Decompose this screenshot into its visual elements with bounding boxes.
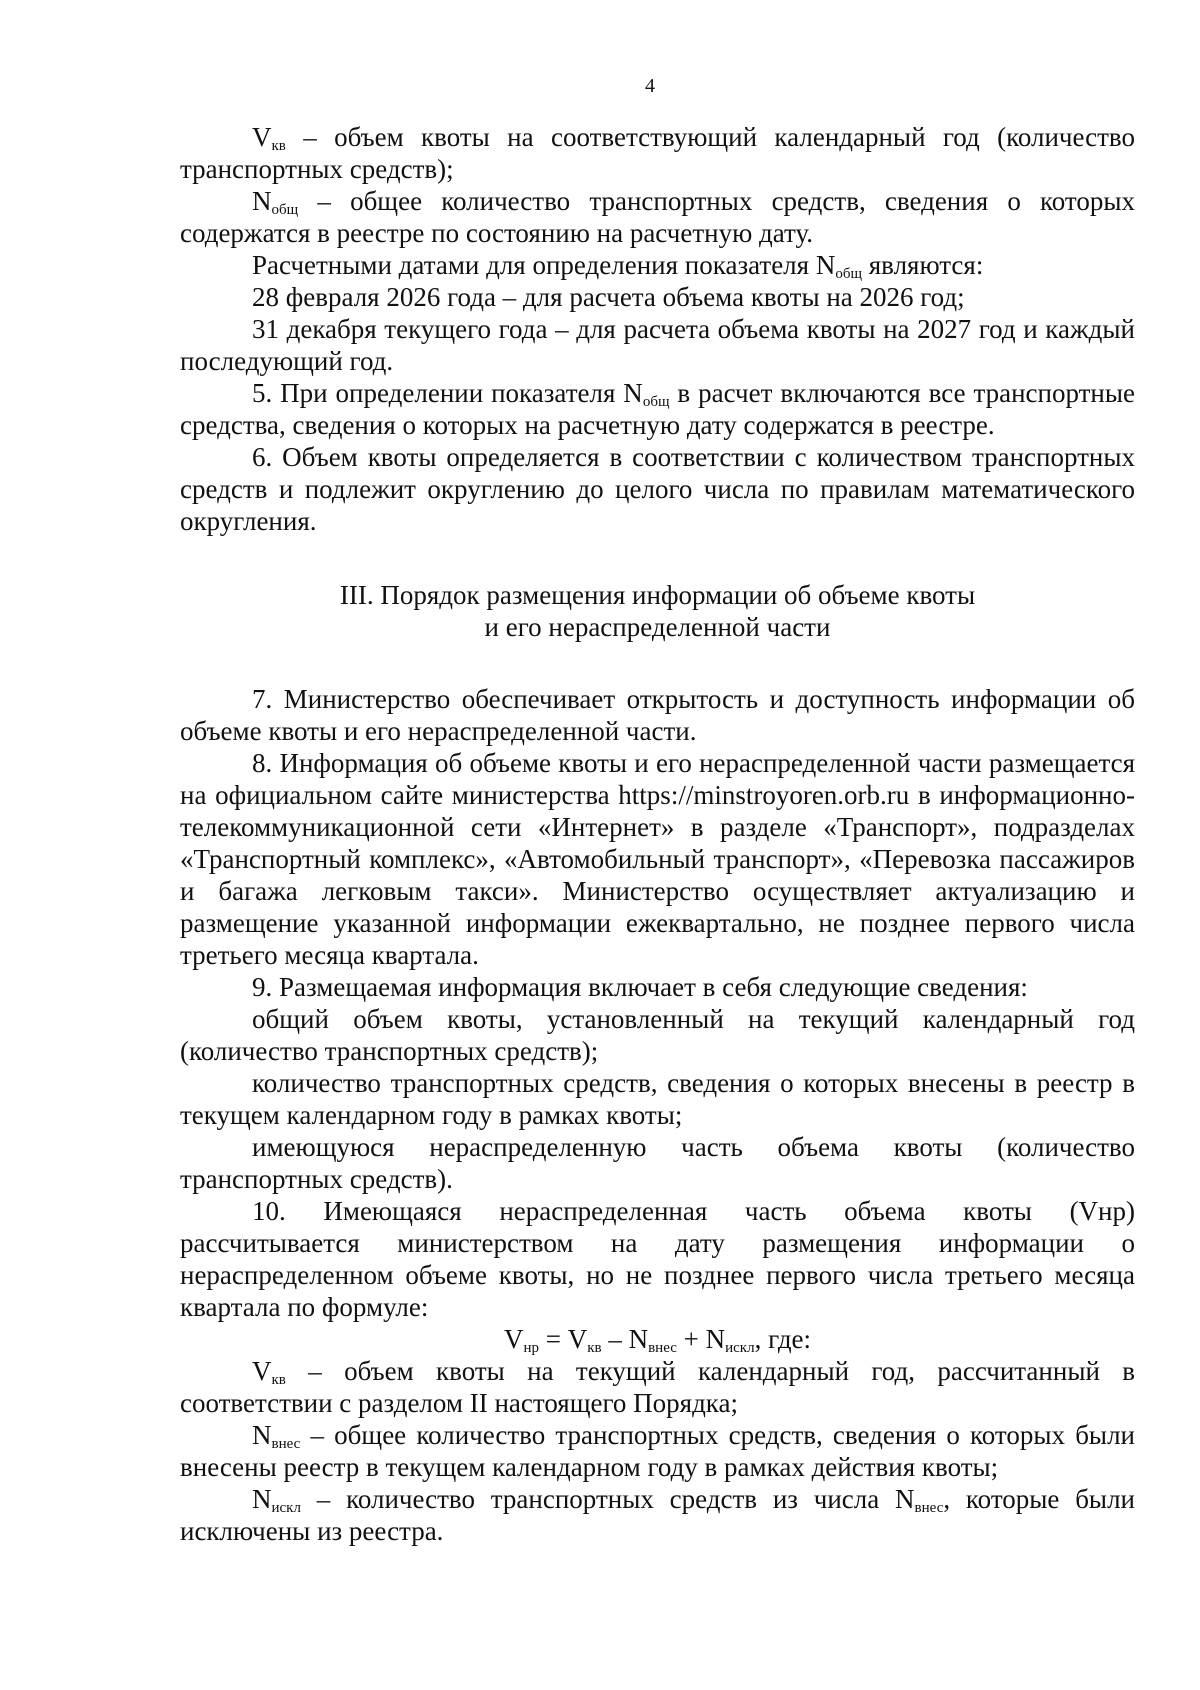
paragraph-text: – количество транспортных средств из числа N [300, 1484, 915, 1514]
paragraph-date-2027: 31 декабря текущего года – для расчета объема квоты на 2027 год и каждый последующий год. [180, 314, 1135, 376]
paragraph-item-5 [180, 377, 1135, 441]
paragraph-calc-dates [180, 249, 1135, 281]
paragraph-info-vehicles-count: количество транспортных средств, сведения о которых внесены в реестр в текущем календарном году в рамках квоты; [180, 1068, 1135, 1130]
operator: + [676, 1324, 706, 1354]
paragraph-vkv-definition [180, 121, 1135, 185]
subscript: внес [914, 1500, 944, 1516]
symbol: V [252, 122, 272, 152]
paragraph-item-7: 7. Министерство обеспечивает открытость и доступность информации об объеме квоты и его нераспределенной части. [180, 684, 1135, 746]
subscript: искл [271, 1500, 301, 1516]
subscript: внес [648, 1340, 677, 1356]
paragraph-text: – объем квоты на текущий календарный год, рассчитанный в соответствии с разделом II настоящего Порядка; [180, 1356, 1135, 1418]
paragraph-text: 5. При определении показателя N [252, 378, 643, 408]
subscript: общ [271, 202, 299, 218]
subscript: искл [725, 1340, 755, 1356]
symbol: N [252, 1484, 272, 1514]
paragraph-info-unallocated: имеющуюся нераспределенную часть объема квоты (количество транспортных средств). [180, 1132, 1135, 1194]
paragraph-date-2026: 28 февраля 2026 года – для расчета объема квоты на 2026 год; [252, 282, 965, 312]
document-body [180, 121, 1135, 1547]
page-number: 4 [645, 75, 655, 97]
paragraph-text: , которые были исключены из реестра. [180, 1484, 1135, 1546]
symbol: N [628, 1324, 649, 1354]
operator: – [601, 1324, 629, 1354]
subscript: общ [642, 394, 670, 410]
formula [180, 1323, 1135, 1355]
subscript: внес [271, 1436, 301, 1452]
subscript: кв [271, 1372, 286, 1388]
paragraph-item-10: 10. Имеющаяся нераспределенная часть объема квоты (Vнр) рассчитывается министерством на дату размещения информации о нераспределенном объеме квоты, но не позднее первого числа третьего месяца квартала по формуле: [180, 1196, 1135, 1322]
section-heading [180, 579, 1135, 643]
symbol: V [567, 1324, 588, 1354]
paragraph-text: – общее количество транспортных средств, сведения о которых были внесены реестр в текущем календарном году в рамках действия квоты; [180, 1420, 1135, 1482]
subscript: общ [835, 266, 863, 282]
paragraph-text: Расчетными датами для определения показателя N [252, 250, 836, 280]
paragraph-item-8: 8. Информация об объеме квоты и его нераспределенной части размещается на официальном сайте министерства https://minstroyoren.orb.ru в информационно-телекоммуникационной сети «Интернет» в разделе «Транспорт», подразделах «Транспортный комплекс», «Автомобильный транспорт», «Перевозка пассажиров и багажа легковым такси». Министерство осуществляет актуализацию и размещение указанной информации ежеквартально, не позднее первого числа третьего месяца квартала. [180, 748, 1135, 970]
subscript: кв [587, 1340, 602, 1356]
paragraph-info-total-quota: общий объем квоты, установленный на текущий календарный год (количество транспортных средств); [180, 1004, 1135, 1066]
formula-tail: , где: [754, 1324, 812, 1354]
paragraph-text: – общее количество транспортных средств, сведения о которых содержатся в реестре по состоянию на расчетную дату. [180, 186, 1135, 248]
symbol: V [252, 1356, 272, 1386]
symbol: N [252, 1420, 272, 1450]
paragraph-def-niskl [180, 1483, 1135, 1547]
symbol: N [705, 1324, 726, 1354]
symbol: N [252, 186, 272, 216]
section-heading-line-1: III. Порядок размещения информации об объеме квоты [339, 580, 976, 610]
paragraph-text: в расчет включаются все транспортные средства, сведения о которых на расчетную дату содержатся в реестре. [180, 378, 1135, 440]
operator: = [538, 1324, 568, 1354]
symbol: V [503, 1324, 524, 1354]
paragraph-item-6: 6. Объем квоты определяется в соответствии с количеством транспортных средств и подлежит округлению до целого числа по правилам математического округления. [180, 442, 1135, 536]
section-heading-line-2: и его нераспределенной части [484, 612, 831, 642]
paragraph-item-9: 9. Размещаемая информация включает в себя следующие сведения: [252, 972, 1028, 1002]
subscript: кв [271, 138, 286, 154]
paragraph-def-nvnes [180, 1419, 1135, 1483]
paragraph-text: – объем квоты на соответствующий календарный год (количество транспортных средств); [180, 122, 1135, 184]
paragraph-def-vkv [180, 1355, 1135, 1419]
subscript: нр [523, 1340, 539, 1356]
paragraph-nobsh-definition [180, 185, 1135, 249]
paragraph-text: являются: [862, 250, 984, 280]
